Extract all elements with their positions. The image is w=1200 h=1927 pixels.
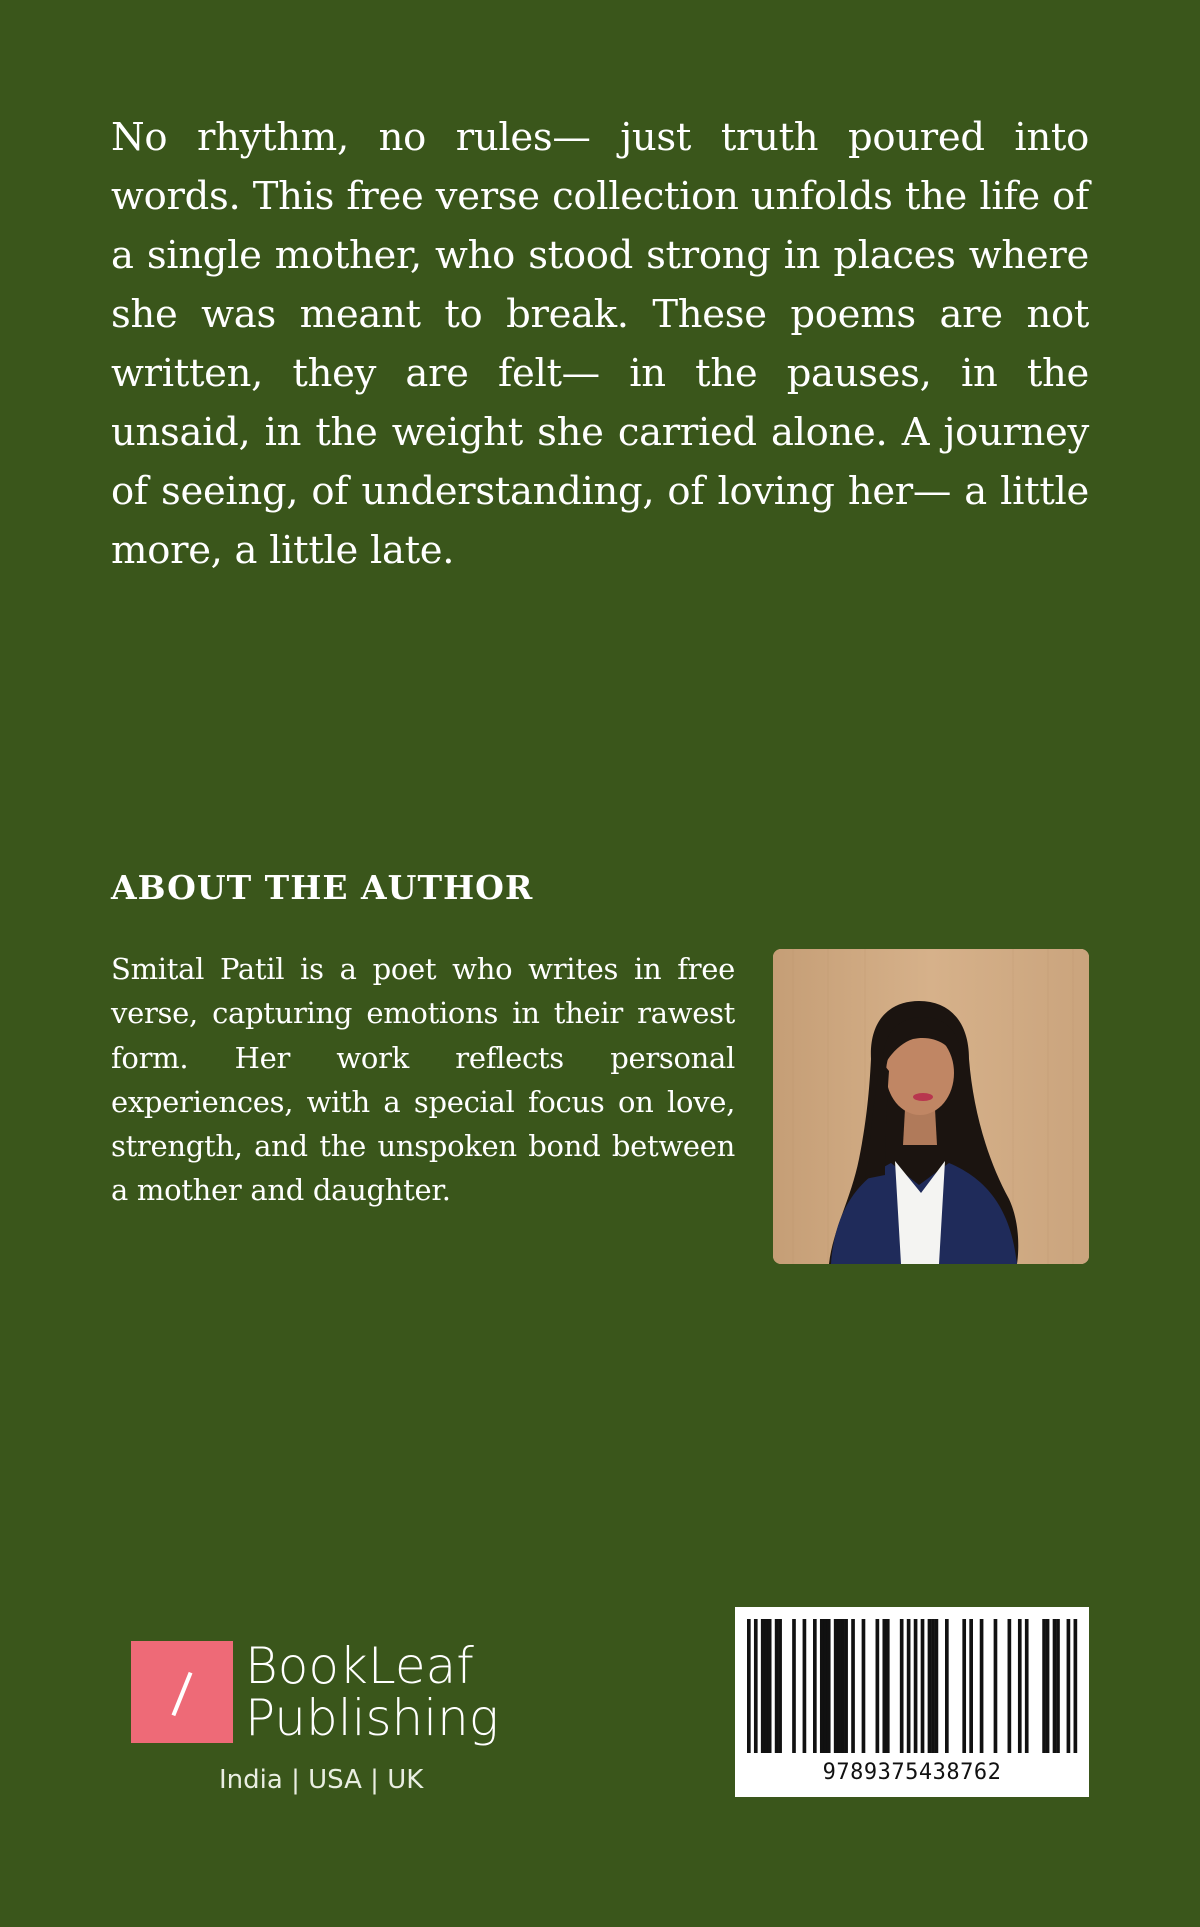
publisher-name-line2: Publishing bbox=[245, 1689, 499, 1747]
barcode-bar bbox=[754, 1619, 758, 1753]
barcode-bar bbox=[862, 1619, 866, 1753]
barcode-bar bbox=[827, 1619, 831, 1753]
barcode-bar bbox=[844, 1619, 848, 1753]
about-author-heading: ABOUT THE AUTHOR bbox=[111, 868, 534, 907]
barcode-bar bbox=[775, 1619, 779, 1753]
barcode-bar bbox=[834, 1619, 838, 1753]
barcode-bar bbox=[886, 1619, 890, 1753]
author-photo bbox=[773, 949, 1089, 1264]
barcode-bar bbox=[1025, 1619, 1029, 1753]
barcode-bar bbox=[1008, 1619, 1012, 1753]
barcode-bar bbox=[882, 1619, 886, 1753]
barcode-bar bbox=[841, 1619, 845, 1753]
barcode-bar bbox=[876, 1619, 880, 1753]
barcode-bar bbox=[1056, 1619, 1060, 1753]
barcode-bar bbox=[969, 1619, 973, 1753]
barcode-bar bbox=[1042, 1619, 1046, 1753]
publisher-name-line1: BookLeaf bbox=[245, 1637, 474, 1695]
barcode-bar bbox=[994, 1619, 998, 1753]
author-bio: Smital Patil is a poet who writes in free verse, capturing emotions in their rawest form. Her work reflects personal experiences, with a special focus on love, strength, and the unspoken bond between a mother and daughter. bbox=[111, 952, 735, 1208]
isbn-number: 9789375438762 bbox=[822, 1760, 1002, 1785]
barcode-bar bbox=[820, 1619, 824, 1753]
barcode-bar bbox=[962, 1619, 966, 1753]
barcode-bar bbox=[907, 1619, 911, 1753]
barcode-bar bbox=[764, 1619, 768, 1753]
barcode-bar bbox=[921, 1619, 925, 1753]
barcode-bar bbox=[914, 1619, 918, 1753]
barcode-bar bbox=[792, 1619, 796, 1753]
barcode-bar bbox=[747, 1619, 751, 1753]
barcode-bar bbox=[1067, 1619, 1071, 1753]
barcode-bar bbox=[778, 1619, 782, 1753]
barcode-bar bbox=[980, 1619, 984, 1753]
publisher-logo bbox=[131, 1637, 511, 1795]
barcode-bar bbox=[813, 1619, 817, 1753]
barcode-bar bbox=[935, 1619, 939, 1753]
bookleaf-logo-icon bbox=[131, 1641, 233, 1743]
barcode-bars bbox=[735, 1607, 1089, 1757]
barcode-bar bbox=[1074, 1619, 1078, 1753]
publisher-regions: India | USA | UK bbox=[219, 1765, 424, 1795]
barcode-bar bbox=[768, 1619, 772, 1753]
barcode-bar bbox=[851, 1619, 855, 1753]
barcode-bar bbox=[761, 1619, 765, 1753]
barcode-bar bbox=[823, 1619, 827, 1753]
barcode-bar bbox=[837, 1619, 841, 1753]
barcode-bar bbox=[900, 1619, 904, 1753]
barcode-bar bbox=[945, 1619, 949, 1753]
barcode-bar bbox=[1046, 1619, 1050, 1753]
barcode-bar bbox=[803, 1619, 807, 1753]
barcode-bar bbox=[928, 1619, 932, 1753]
isbn-barcode bbox=[735, 1607, 1089, 1797]
barcode-bar bbox=[1018, 1619, 1022, 1753]
barcode-bar bbox=[1053, 1619, 1057, 1753]
back-cover-blurb: No rhythm, no rules— just truth poured into words. This free verse collection unfolds the life of a single mother, who stood strong in places where she was meant to break. These poems are not written, they are felt— in the pauses, in the unsaid, in the weight she carried alone. A journey of seeing, of understanding, of loving her— a little more, a little late. bbox=[111, 115, 1089, 573]
barcode-bar bbox=[931, 1619, 935, 1753]
